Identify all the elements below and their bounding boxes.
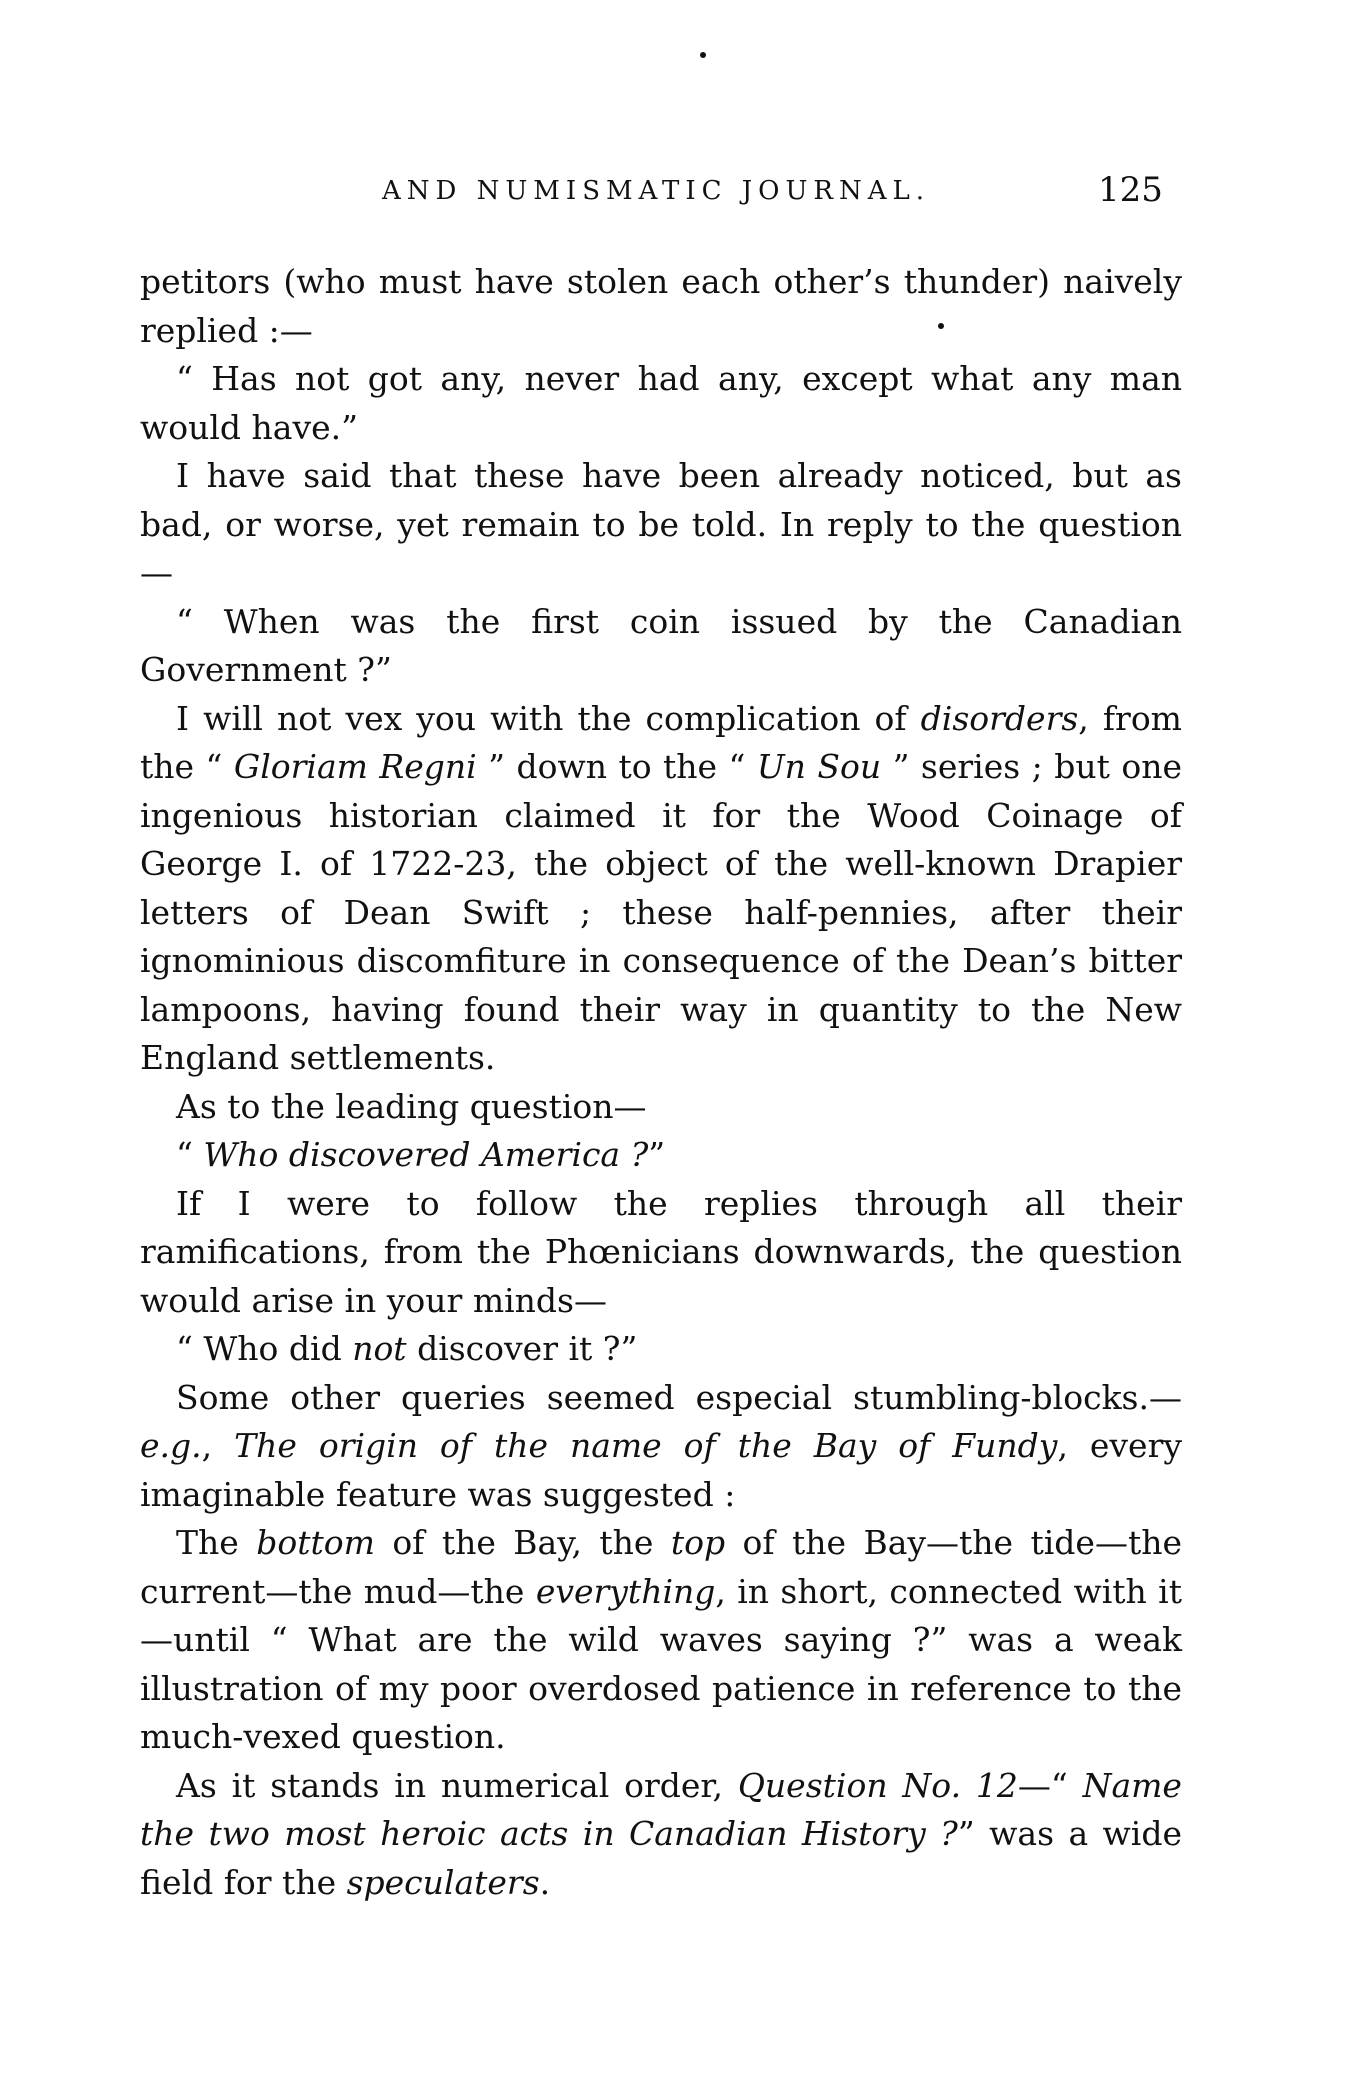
quotation: “ When was the first coin issued by the Canadian Government ?”	[140, 601, 1182, 689]
paragraph: I will not vex you with the complication of disorders, from the “ Gloriam Regni ” down to the “ Un Sou ” series ; but one ingenious historian claimed it for the Wood Coinage of George I. of 1722-23, the object of the well-known Drapier letters of Dean Swift ; these half-pennies, after their ignominious discomfiture in consequence of the Dean’s bitter lampoons, having found their way in quantity to the New England settlements.	[140, 698, 1182, 1077]
page-header	[0, 170, 1362, 218]
paragraph: If I were to follow the replies through all their ramifications, from the Phœnicians downwards, the question would arise in your minds—	[140, 1183, 1182, 1320]
paragraph: petitors (who must have stolen each other’s thunder) naively replied :—	[140, 262, 1182, 350]
running-head: AND NUMISMATIC JOURNAL.	[382, 176, 931, 206]
quotation: “ Who discovered America ?”	[176, 1135, 666, 1174]
quotation: “ Has not got any, never had any, except what any man would have.”	[140, 359, 1182, 447]
paragraph: Some other queries seemed especial stumbling-blocks.—e.g., The origin of the name of the Bay of Fundy, every imaginable feature was suggested :	[140, 1377, 1183, 1514]
paragraph: I have said that these have been already noticed, but as bad, or worse, yet remain to be told. In reply to the question—	[140, 456, 1182, 592]
page-number: 125	[1098, 170, 1163, 210]
body-text	[140, 258, 1182, 1907]
quotation: “ Who did not discover it ?”	[176, 1329, 638, 1368]
paragraph: As it stands in numerical order, Question No. 12—“ Name the two most heroic acts in Canadian History ?” was a wide field for the speculaters.	[140, 1765, 1183, 1902]
paragraph: The bottom of the Bay, the top of the Bay—the tide—the current—the mud—the everything, in short, connected with it—until “ What are the wild waves saying ?” was a weak illustration of my poor overdosed patience in reference to the much-vexed question.	[140, 1523, 1182, 1756]
ink-speck	[700, 52, 706, 58]
paragraph: As to the leading question—	[176, 1086, 647, 1126]
